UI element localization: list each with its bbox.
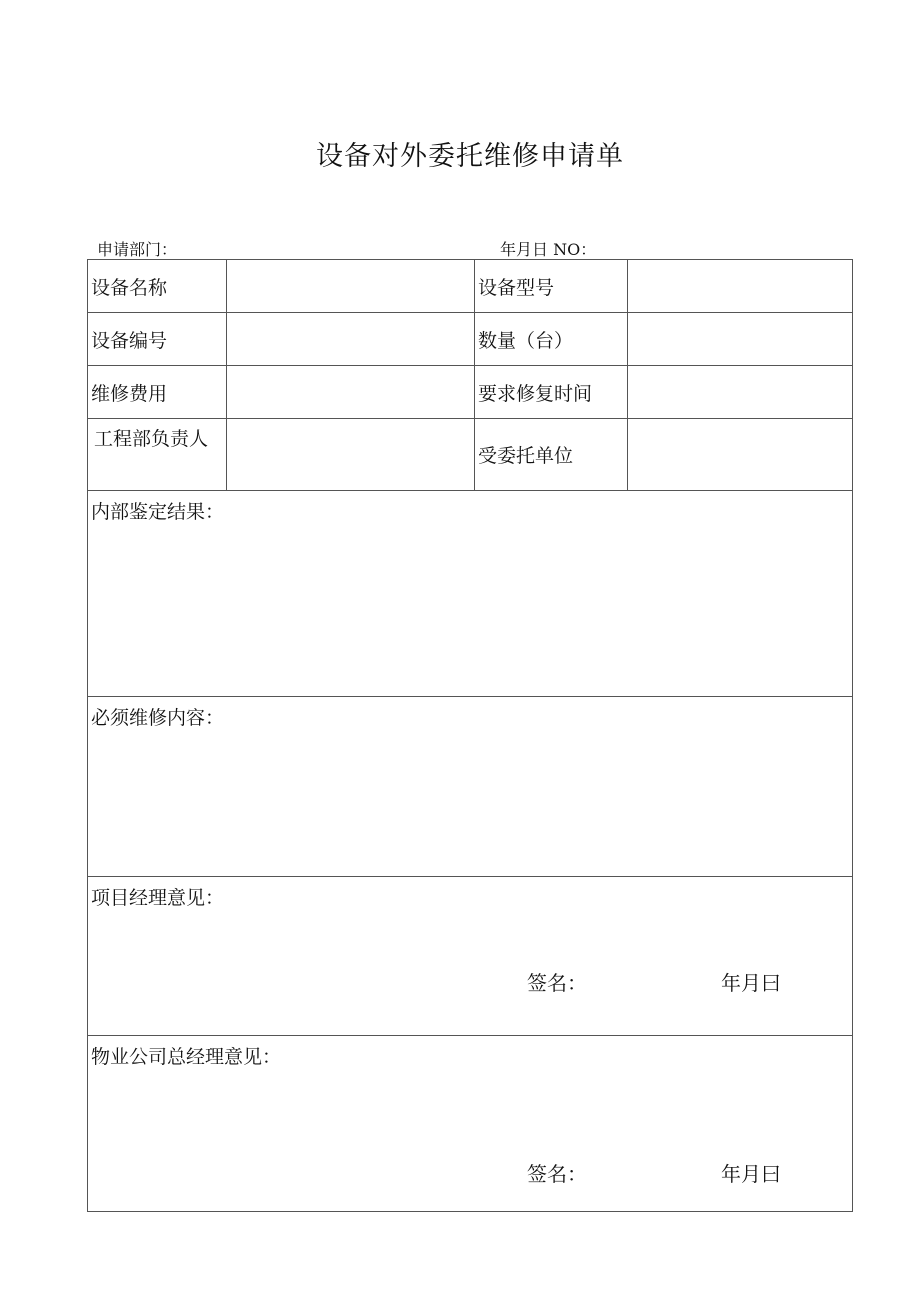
table-row bbox=[88, 419, 853, 491]
project-manager-opinion-label: 项目经理意见： bbox=[91, 887, 225, 909]
required-repairs-label: 必须维修内容： bbox=[91, 707, 225, 729]
date-number-label: 年月日 NO： bbox=[500, 240, 597, 259]
project-manager-date-label: 年月曰 bbox=[721, 971, 781, 995]
form-title: 设备对外委托维修申请单 bbox=[316, 141, 624, 172]
equipment-number-value[interactable] bbox=[227, 313, 475, 366]
internal-assessment-label: 内部鉴定结果： bbox=[91, 501, 225, 523]
quantity-value[interactable] bbox=[628, 313, 853, 366]
equipment-number-label: 设备编号 bbox=[88, 313, 227, 366]
general-manager-opinion-section[interactable] bbox=[88, 1036, 853, 1212]
table-row bbox=[88, 366, 853, 419]
general-manager-opinion-label: 物业公司总经理意见： bbox=[91, 1046, 282, 1068]
contractor-value[interactable] bbox=[628, 419, 853, 491]
engineering-head-value[interactable] bbox=[227, 419, 475, 491]
department-label: 申请部门： bbox=[97, 240, 178, 259]
quantity-label: 数量（台） bbox=[475, 313, 628, 366]
equipment-name-value[interactable] bbox=[227, 260, 475, 313]
general-manager-sign-label: 签名： bbox=[527, 1162, 587, 1186]
project-manager-opinion-section[interactable] bbox=[88, 877, 853, 1036]
equipment-model-value[interactable] bbox=[628, 260, 853, 313]
equipment-model-label: 设备型号 bbox=[475, 260, 628, 313]
table-row bbox=[88, 877, 853, 1036]
required-repairs-section[interactable] bbox=[88, 697, 853, 877]
repair-cost-value[interactable] bbox=[227, 366, 475, 419]
repair-request-table bbox=[87, 259, 853, 1212]
table-row bbox=[88, 491, 853, 697]
contractor-label: 受委托单位 bbox=[475, 419, 628, 491]
engineering-head-label: 工程部负责人 bbox=[88, 419, 227, 491]
table-row bbox=[88, 1036, 853, 1212]
table-row bbox=[88, 697, 853, 877]
repair-cost-label: 维修费用 bbox=[88, 366, 227, 419]
project-manager-sign-label: 签名： bbox=[527, 971, 587, 995]
required-repair-time-label: 要求修复时间 bbox=[475, 366, 628, 419]
table-row bbox=[88, 260, 853, 313]
equipment-name-label: 设备名称 bbox=[88, 260, 227, 313]
internal-assessment-section[interactable] bbox=[88, 491, 853, 697]
required-repair-time-value[interactable] bbox=[628, 366, 853, 419]
general-manager-date-label: 年月曰 bbox=[721, 1162, 781, 1186]
table-row bbox=[88, 313, 853, 366]
